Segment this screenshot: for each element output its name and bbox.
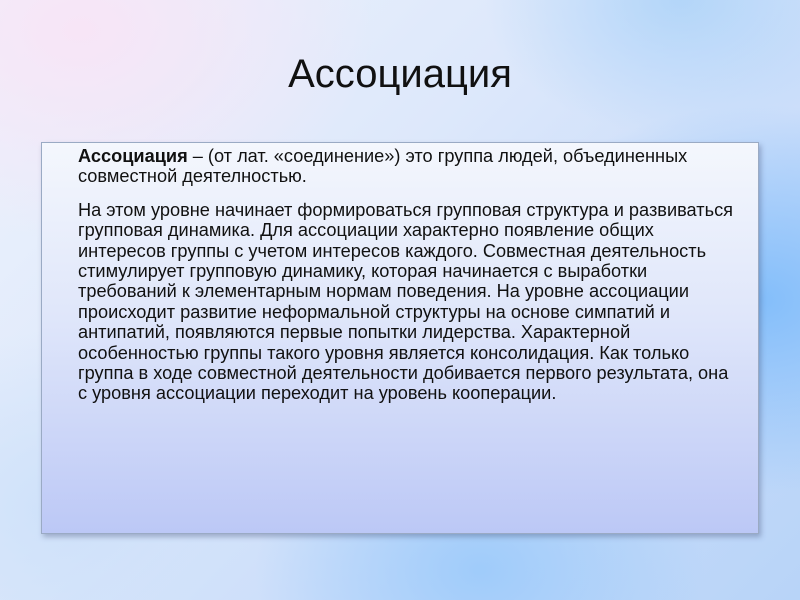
definition-term: Ассоциация <box>78 146 188 166</box>
definition-paragraph <box>78 146 736 187</box>
slide-title: Ассоциация <box>288 52 512 96</box>
definition-text: – (от лат. «соединение») это группа людей, объединенных совместной деятелностью. <box>78 146 688 187</box>
content-box <box>41 142 759 534</box>
body-paragraph: На этом уровне начинает формироваться групповая структура и развиваться групповая динамика. Для ассоциации характерно появление общих интересов группы с учетом интересов каждого. Совместная деятельность стимулирует групповую динамику, которая начинается с выработки требований к элементарным нормам поведения. На уровне ассоциации происходит развитие неформальной структуры на основе симпатий и антипатий, появляются первые попытки лидерства. Характерной особенностью группы такого уровня является консолидация. Как только группа в ходе совместной деятельности добивается первого результата, она с уровня ассоциации переходит на уровень кооперации. <box>78 199 734 404</box>
